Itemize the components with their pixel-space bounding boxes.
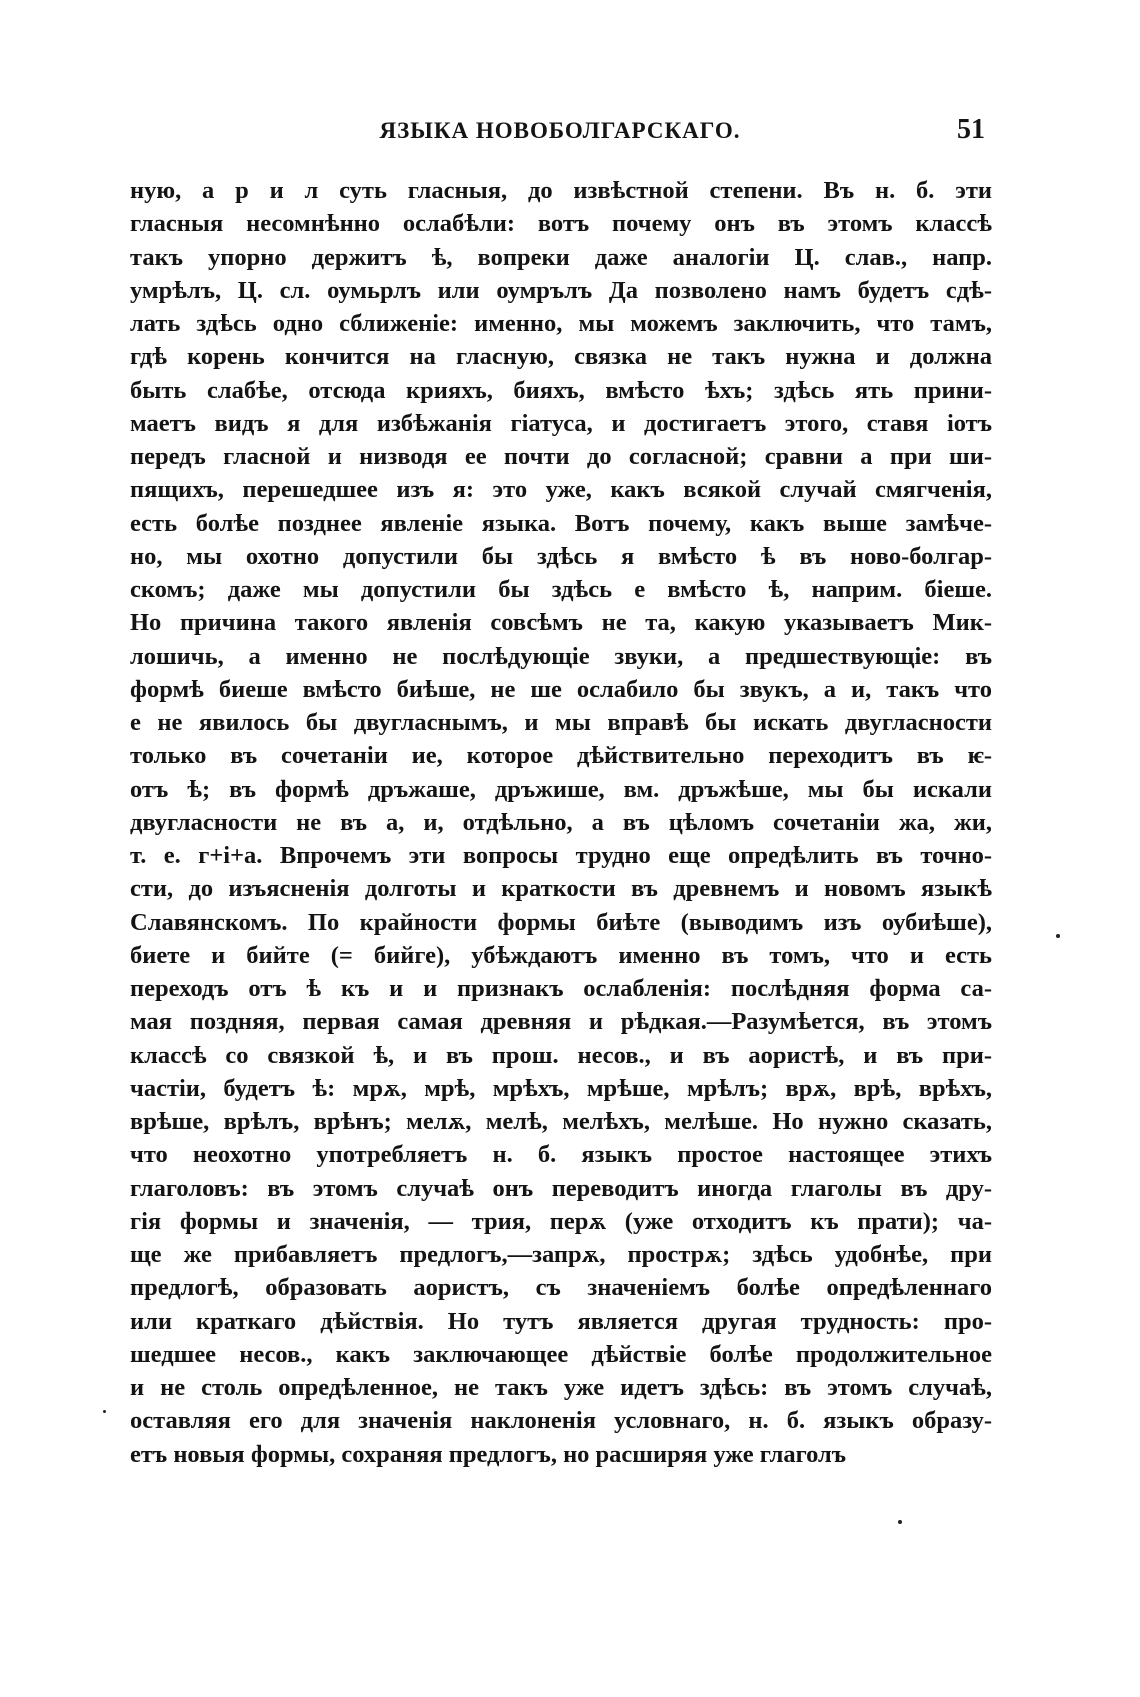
- text-line: пящихъ, перешедшее изъ я: это уже, какъ всякой случай смягченія,: [130, 476, 992, 504]
- text-line: умрѣлъ, Ц. сл. оумьрлъ или оумрълъ Да позволено намъ будетъ сдѣ-: [130, 276, 992, 304]
- text-line: сти, до изъясненія долготы и краткости въ древнемъ и новомъ языкѣ: [130, 875, 992, 903]
- text-line: есть болѣе позднее явленіе языка. Вотъ почему, какъ выше замѣче-: [130, 509, 992, 537]
- text-line: биете и бийте (= бийге), убѣждаютъ именно въ томъ, что и есть: [130, 941, 992, 969]
- text-line: гласныя несомнѣнно ослабѣли: вотъ почему онъ въ этомъ классѣ: [130, 210, 992, 238]
- text-line: или краткаго дѣйствія. Но тутъ является другая трудность: про-: [130, 1307, 992, 1335]
- text-line: т. е. г+і+а. Впрочемъ эти вопросы трудно еще опредѣлить въ точно-: [130, 842, 992, 869]
- text-line: но, мы охотно допустили бы здѣсь я вмѣсто ѣ въ ново-болгар-: [130, 542, 992, 570]
- text-line: Но причина такого явленія совсѣмъ не та, какую указываетъ Мик-: [130, 609, 992, 637]
- text-line: е не явилось бы двугласнымъ, и мы вправѣ бы искать двугласности: [130, 709, 992, 736]
- text-line: лать здѣсь одно сближеніе: именно, мы можемъ заключить, что тамъ,: [130, 310, 992, 337]
- page-number: 51: [957, 114, 985, 145]
- text-line: шедшее несов., какъ заключающее дѣйствіе болѣе продолжительное: [130, 1340, 992, 1368]
- text-line: переходъ отъ ѣ къ и и признакъ ослабленія: послѣдняя форма са-: [130, 975, 992, 1002]
- text-line: и не столь опредѣленное, не такъ уже идетъ здѣсь: въ этомъ случаѣ,: [130, 1374, 992, 1401]
- text-line: передъ гласной и низводя ее почти до согласной; сравни а при ши-: [130, 443, 992, 470]
- text-line: мая поздняя, первая самая древняя и рѣдкая.—Разумѣется, въ этомъ: [130, 1008, 992, 1036]
- running-head: [135, 114, 985, 158]
- text-line: етъ новыя формы, сохраняя предлогъ, но расширяя уже глаголъ: [130, 1440, 847, 1468]
- text-line: только въ сочетаніи ие, которое дѣйствительно переходитъ въ ѥ-: [130, 742, 992, 770]
- text-line: гія формы и значенія, — трия, перѫ (уже отходитъ къ прати); ча-: [130, 1207, 992, 1235]
- text-line: лошичь, а именно не послѣдующіе звуки, а предшествующіе: въ: [130, 642, 992, 670]
- text-line: скомъ; даже мы допустили бы здѣсь е вмѣсто ѣ, наприм. бieше.: [130, 576, 992, 603]
- text-line: ще же прибавляетъ предлогъ,—запрѫ, прострѫ; здѣсь удобнѣе, при: [130, 1241, 992, 1268]
- text-line: Славянскомъ. По крайности формы биѣте (выводимъ изъ оубиѣше),: [130, 908, 992, 936]
- text-line: что неохотно употребляетъ н. б. языкъ простое настоящее этихъ: [130, 1141, 992, 1169]
- text-line: врѣше, врѣлъ, врѣнъ; мелѫ, мелѣ, мелѣхъ, мелѣше. Но нужно сказать,: [130, 1108, 992, 1135]
- running-title: ЯЗЫКА НОВОБОЛГАРСКАГО.: [379, 118, 741, 143]
- text-line: ную, а р и л суть гласныя, до извѣстной степени. Въ н. б. эти: [130, 177, 992, 204]
- text-line: оставляя его для значенія наклоненія условнаго, н. б. языкъ образу-: [130, 1407, 992, 1435]
- print-speck: [898, 1520, 902, 1524]
- text-line: такъ упорно держитъ ѣ, вопреки даже аналогіи Ц. слав., напр.: [130, 243, 992, 271]
- text-line: формѣ биеше вмѣсто биѣше, не ше ослабило бы звукъ, а и, такъ что: [130, 675, 992, 703]
- print-speck: [1056, 934, 1060, 938]
- text-line: гдѣ корень кончится на гласную, связка не такъ нужна и должна: [130, 343, 992, 371]
- text-line: классѣ со связкой ѣ, и въ прош. несов., и въ аористѣ, и въ при-: [130, 1041, 992, 1069]
- text-line: предлогѣ, образовать аористъ, съ значеніемъ болѣе опредѣленнаго: [130, 1274, 992, 1302]
- text-line: двугласности не въ а, и, отдѣльно, а въ цѣломъ сочетаніи жа, жи,: [130, 808, 992, 836]
- text-line: частіи, будетъ ѣ: мрѫ, мрѣ, мрѣхъ, мрѣше, мрѣлъ; врѫ, врѣ, врѣхъ,: [130, 1074, 992, 1102]
- text-line: быть слабѣе, отсюда крияхъ, бияхъ, вмѣсто ѣхъ; здѣсь ять прини-: [130, 376, 992, 404]
- text-line: маетъ видъ я для избѣжанія гіатуса, и достигаетъ этого, ставя іотъ: [130, 409, 992, 437]
- print-speck: [103, 1410, 106, 1413]
- text-line: глаголовъ: въ этомъ случаѣ онъ переводитъ иногда глаголы въ дру-: [130, 1174, 992, 1202]
- body-text: [130, 174, 992, 1471]
- text-line: отъ ѣ; въ формѣ дръжаше, дръжише, вм. дръжѣше, мы бы искали: [130, 775, 992, 803]
